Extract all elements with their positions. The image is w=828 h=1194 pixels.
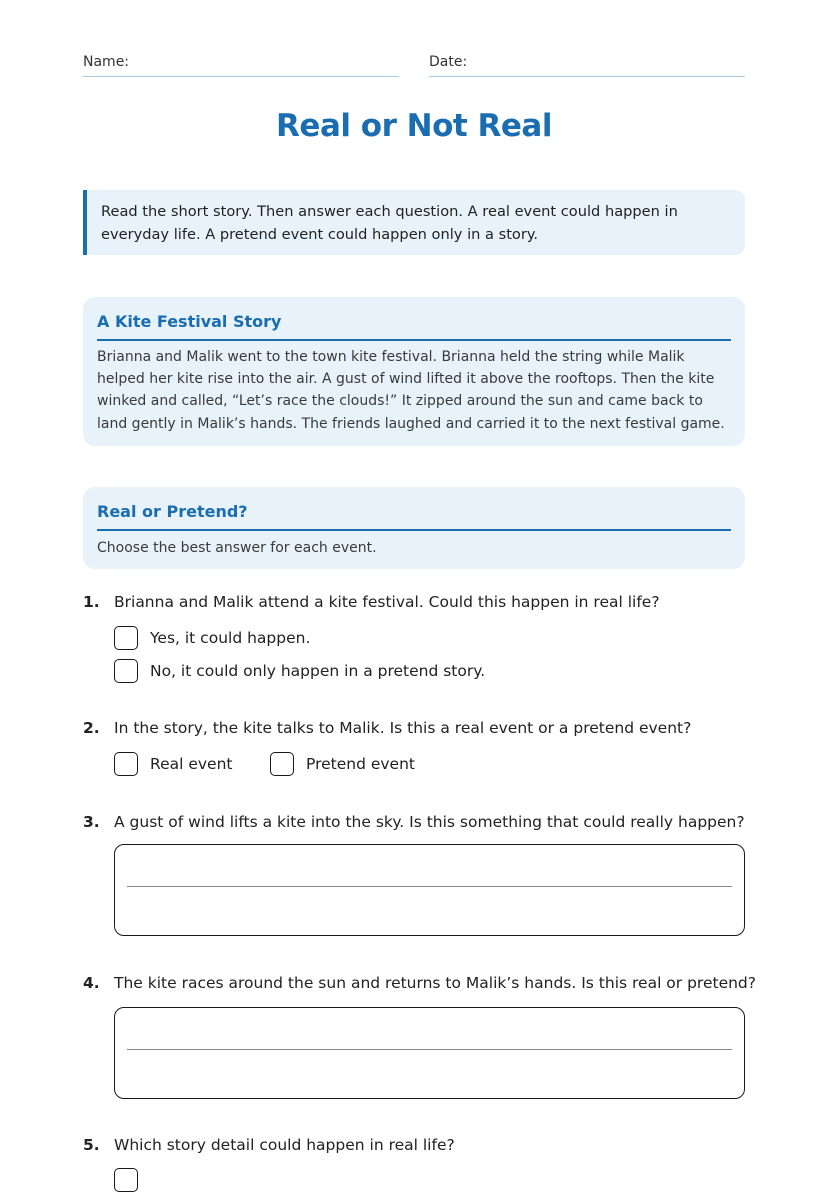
question-number: 5.	[83, 1136, 100, 1154]
page-title: Real or Not Real	[276, 108, 552, 144]
prompt-text: Choose the best answer for each event.	[97, 540, 377, 556]
story-text: Brianna and Malik went to the town kite festival. Brianna held the string while Malik helped her kite rise into the air. A gust of wind lifted it above the rooftops. Then the kite winked and called, “Let’s race the clouds!” It zipped around the sun and came back to land gently in Malik’s hands. The friends laughed and carried it to the next festival game.	[97, 349, 725, 432]
instructions-text: Read the short story. Then answer each question. A real event could happen in everyday life. A pretend event could happen only in a story.	[101, 203, 678, 243]
option-label: Yes, it could happen.	[150, 629, 311, 647]
checkbox[interactable]	[270, 752, 294, 776]
prompt-panel	[83, 487, 745, 569]
question-number: 2.	[83, 719, 100, 737]
name-date-row	[83, 51, 745, 77]
checkbox[interactable]	[114, 626, 138, 650]
option-label: Real event	[150, 755, 233, 773]
date-label: Date:	[429, 54, 468, 70]
question-line	[83, 717, 745, 739]
question-text: In the story, the kite talks to Malik. Is this a real event or a pretend event?	[114, 719, 692, 737]
question-1	[83, 591, 745, 680]
story-panel	[83, 297, 745, 446]
name-field[interactable]	[83, 51, 399, 77]
question-line	[83, 1134, 745, 1156]
answer-line	[127, 886, 732, 887]
question-text: Which story detail could happen in real life?	[114, 1136, 455, 1154]
date-field[interactable]	[429, 51, 745, 77]
instructions-box	[83, 190, 745, 255]
answer-box[interactable]	[114, 844, 745, 936]
name-label: Name:	[83, 54, 130, 70]
question-number: 1.	[83, 593, 100, 611]
option-label: No, it could only happen in a pretend story.	[150, 662, 486, 680]
question-5	[83, 1134, 745, 1156]
prompt-heading: Real or Pretend?	[97, 501, 731, 531]
answer-box[interactable]	[114, 1007, 745, 1099]
story-heading: A Kite Festival Story	[97, 311, 731, 341]
checkbox[interactable]	[114, 659, 138, 683]
question-line	[83, 972, 757, 994]
question-text: The kite races around the sun and returns to Malik’s hands. Is this real or pretend?	[114, 974, 757, 992]
question-number: 4.	[83, 974, 100, 992]
question-line	[83, 591, 745, 613]
answer-line	[127, 1049, 732, 1050]
question-3	[83, 811, 745, 833]
question-text: A gust of wind lifts a kite into the sky. Is this something that could really happen?	[114, 813, 745, 831]
checkbox[interactable]	[114, 752, 138, 776]
question-4	[83, 972, 757, 994]
question-line	[83, 811, 745, 833]
question-2	[83, 717, 745, 773]
question-text: Brianna and Malik attend a kite festival. Could this happen in real life?	[114, 593, 660, 611]
option-label: Pretend event	[306, 755, 415, 773]
question-number: 3.	[83, 813, 100, 831]
checkbox[interactable]	[114, 1168, 138, 1192]
